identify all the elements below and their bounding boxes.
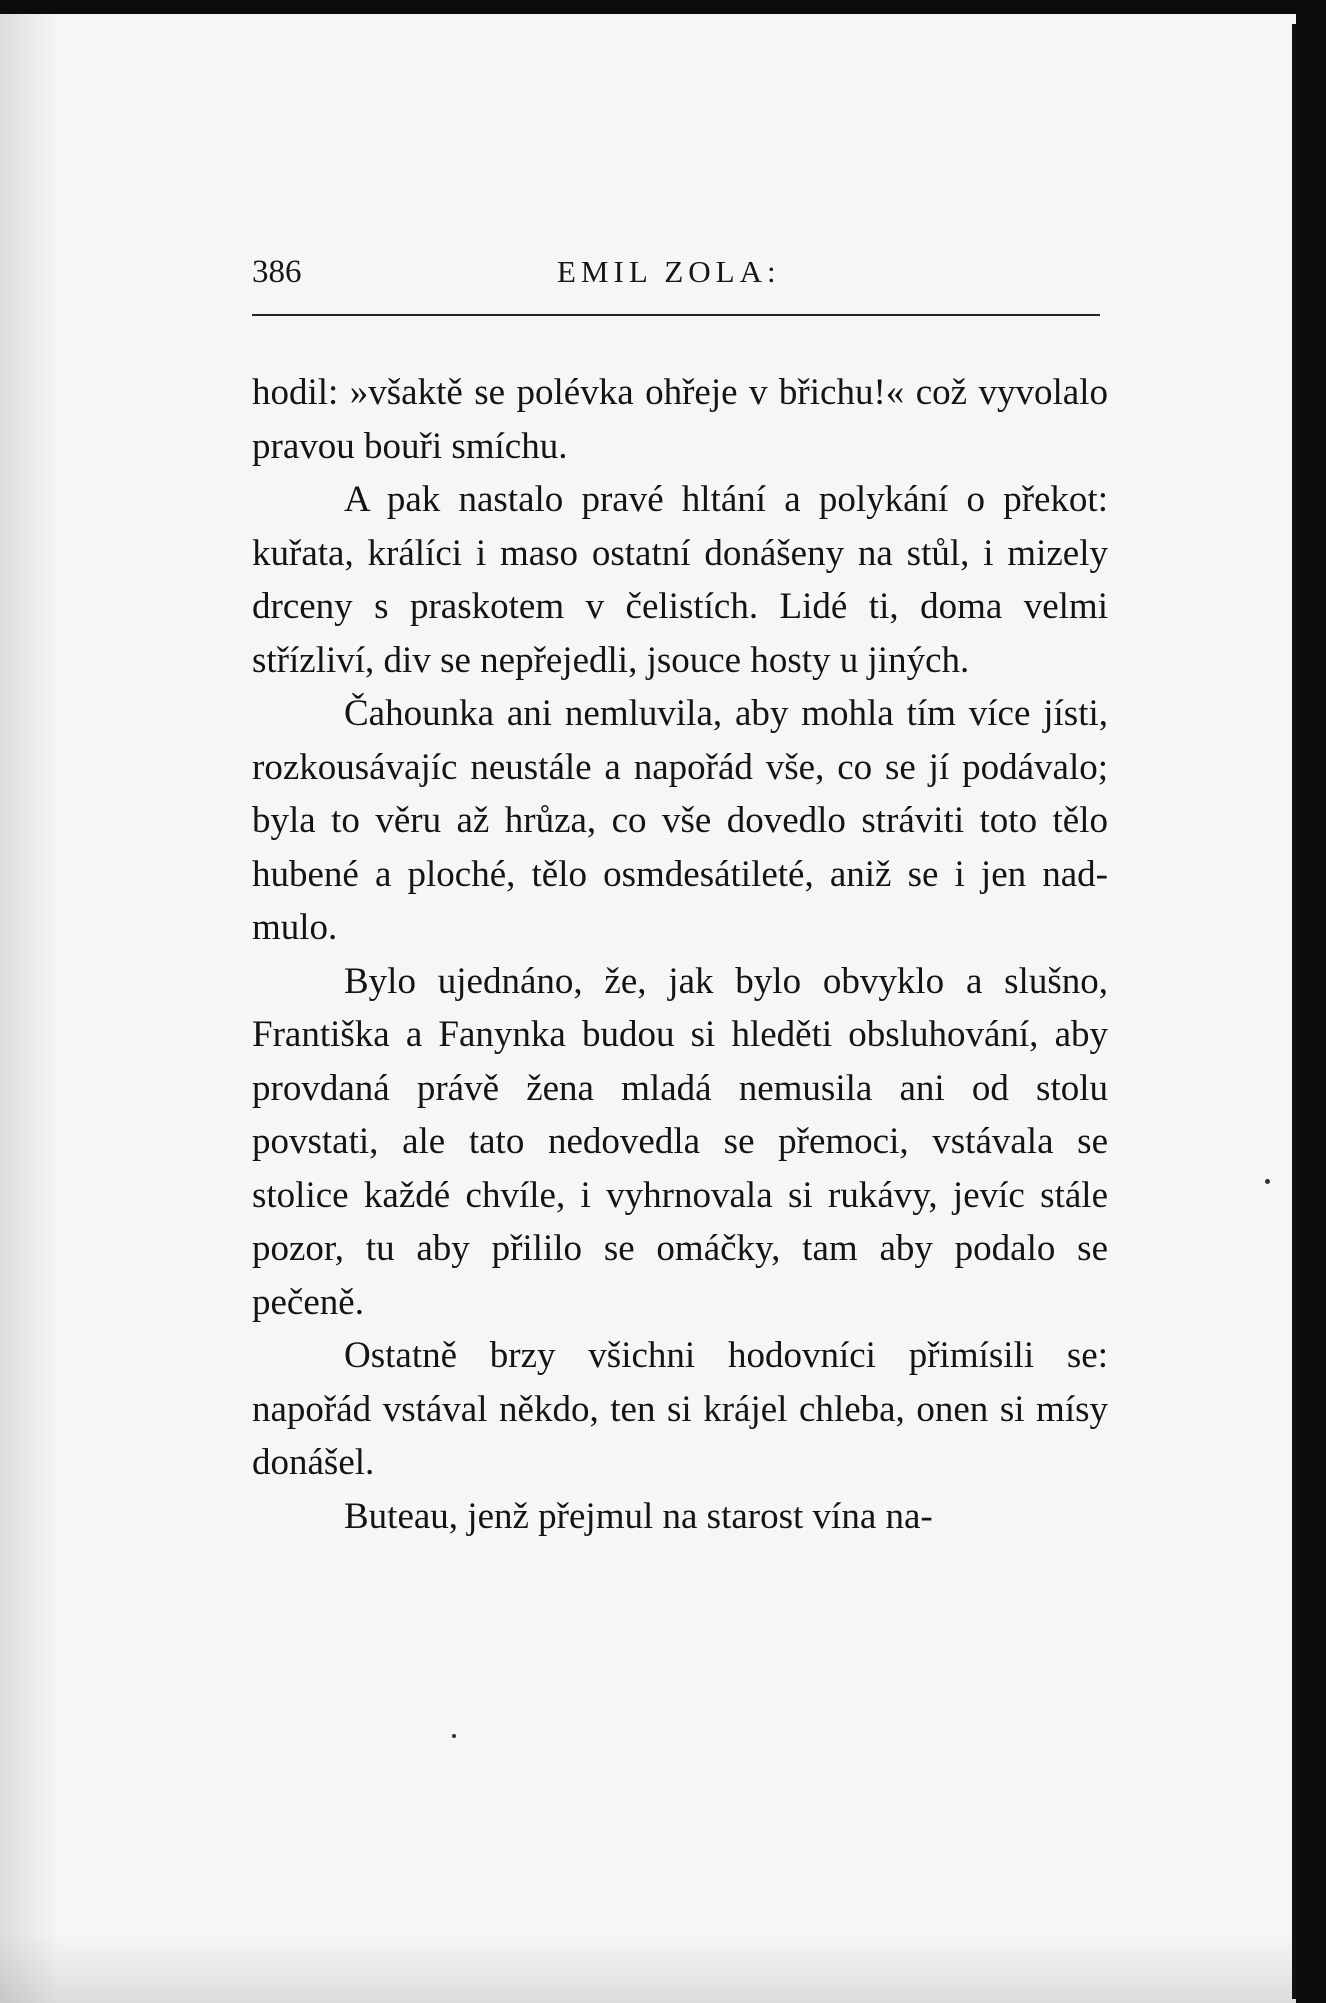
- ink-speck: [1265, 1179, 1270, 1184]
- paragraph: Buteau, jenž přejmul na starost vína na-: [344, 1495, 933, 1537]
- page-header: [252, 252, 1100, 302]
- page-right-border: [1292, 24, 1296, 1999]
- page-number: 386: [252, 254, 302, 290]
- paragraph: A pak nastalo pravé hltání a polykání o překot: kuřata, králíci i maso ostatní donášeny na stůl, i mizely drceny s praskotem v čelistích. Lidé ti, doma velmi střízliví, div se nepřejedli, jsouce hosty u jiných.: [252, 479, 1108, 681]
- header-rule: [252, 314, 1100, 316]
- running-title: EMIL ZOLA:: [557, 254, 781, 289]
- book-page: [0, 14, 1296, 2003]
- page-bottom-shadow: [0, 1933, 1296, 2003]
- paragraph: Ostatně brzy všichni hodovníci přimísili se: napořád vstával někdo, ten si krájel chleba, onen si mísy donášel.: [252, 1335, 1108, 1483]
- ink-speck: [452, 1734, 456, 1738]
- paragraph: hodil: »všaktě se polévka ohřeje v břichu!« což vyvolalo pravou bouři smíchu.: [252, 372, 1108, 467]
- page-edge-shadow: [0, 14, 60, 2003]
- paragraph: Čahounka ani nemluvila, aby mohla tím více jísti, rozkousávajíc neustále a napořád vše, co se jí podávalo; byla to věru až hrůza, co vše dovedlo stráviti toto tělo hubené a ploché, tělo osmdesátileté, aniž se i jen nadmulo.: [252, 693, 1108, 948]
- paragraph: Bylo ujednáno, že, jak bylo obvyklo a slušno, Františka a Fanynka budou si hleděti obsluhování, aby provdaná právě žena mladá nemusila ani od stolu povstati, ale tato nedovedla se přemoci, vstávala se stolice každé chvíle, i vyhrnovala si rukávy, jevíc stále pozor, tu aby přililo se omáčky, tam aby podalo se pečeně.: [252, 960, 1108, 1323]
- body-text: [252, 366, 1108, 1543]
